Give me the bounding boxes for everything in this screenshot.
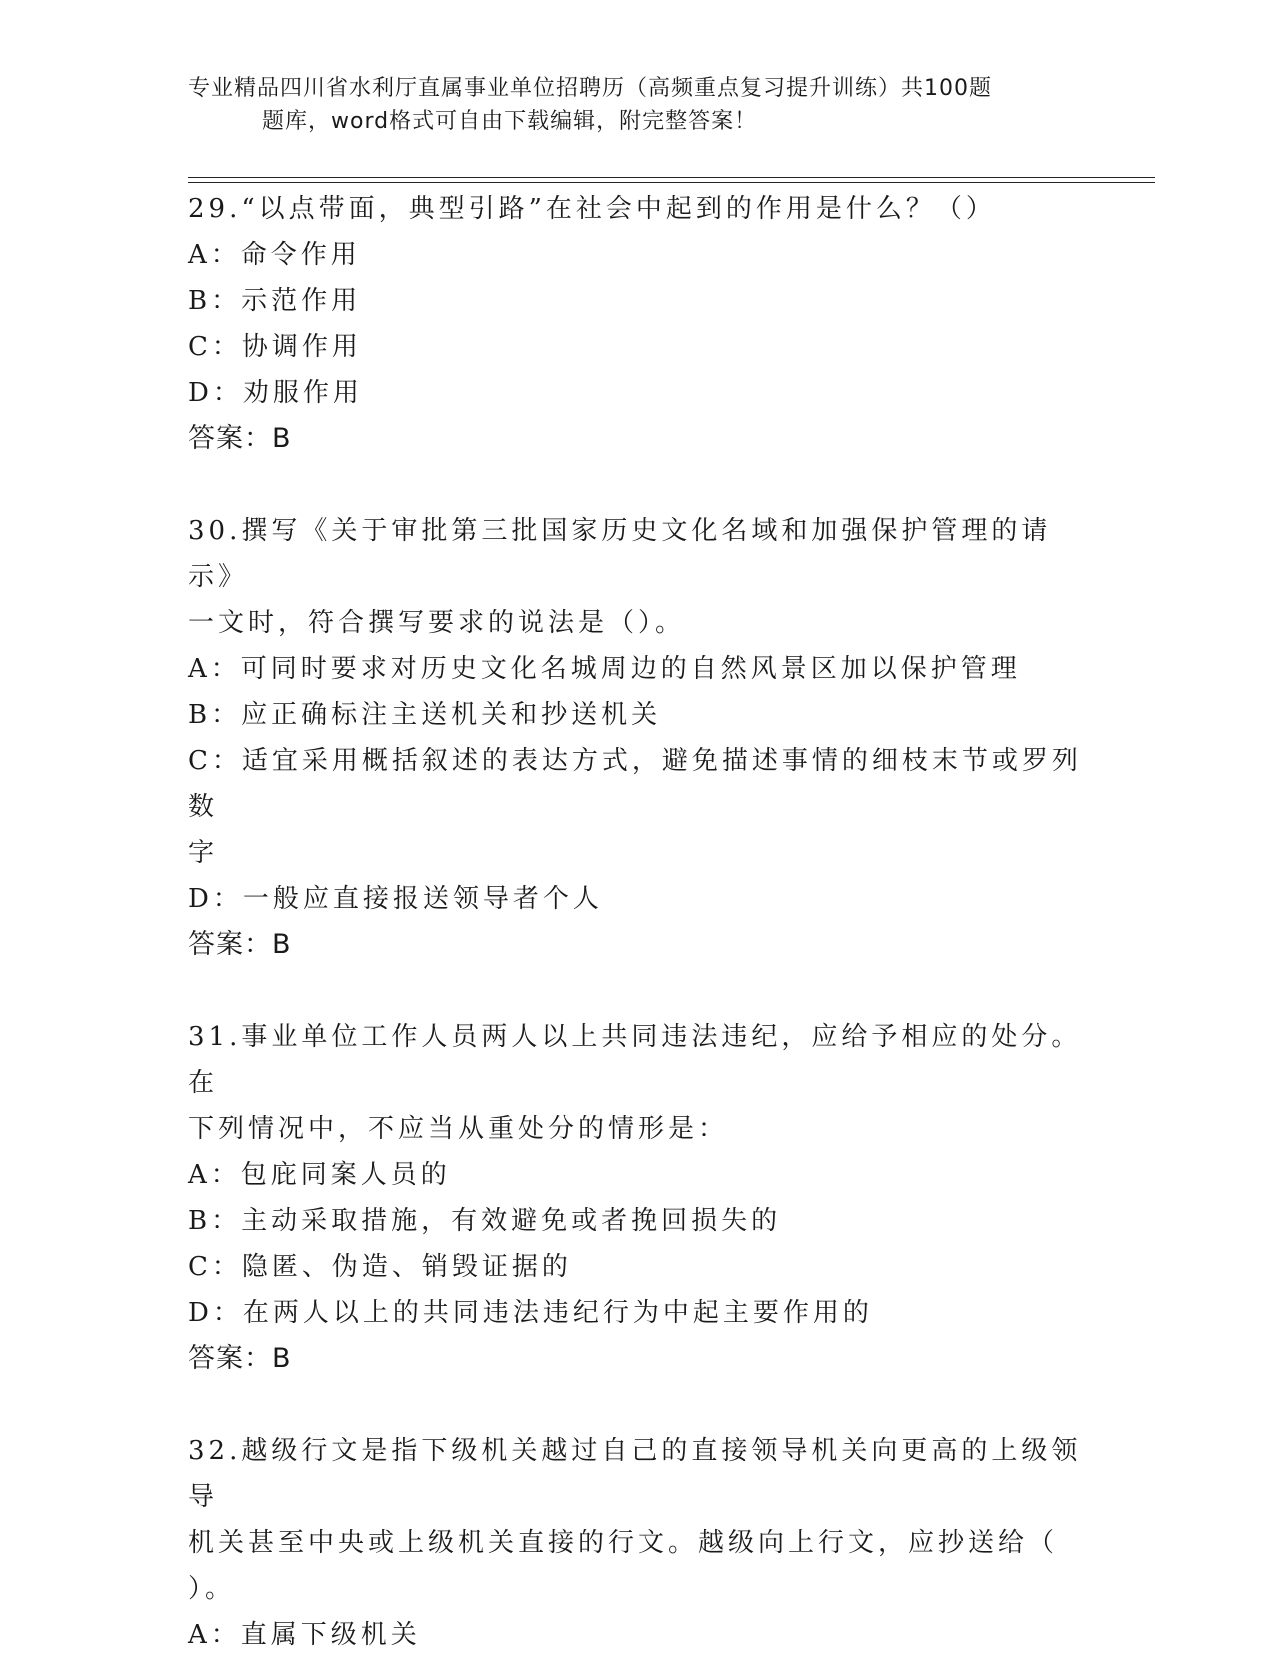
answer-label: 答案： xyxy=(188,929,272,960)
answer-line xyxy=(188,416,1088,462)
answer-label: 答案： xyxy=(188,423,272,454)
answer-line xyxy=(188,922,1088,968)
option-a: A：可同时要求对历史文化名城周边的自然风景区加以保护管理 xyxy=(188,654,1021,684)
question-32 xyxy=(188,1428,1088,1658)
answer-value: B xyxy=(272,423,291,454)
answer-line xyxy=(188,1336,1088,1382)
question-text: 30.撰写《关于审批第三批国家历史文化名域和加强保护管理的请示》 xyxy=(188,516,1052,592)
option-c: C：协调作用 xyxy=(188,332,362,362)
option-c: C：适宜采用概括叙述的表达方式，避免描述事情的细枝末节或罗列数 xyxy=(188,746,1082,822)
header-title-line-2: 题库，word格式可自由下载编辑，附完整答案！ xyxy=(262,109,758,134)
question-text: 31.事业单位工作人员两人以上共同违法违纪，应给予相应的处分。在 xyxy=(188,1022,1082,1098)
option-b: B：主动采取措施，有效避免或者挽回损失的 xyxy=(188,1206,782,1236)
answer-value: B xyxy=(272,1343,291,1374)
option-c: C：隐匿、伪造、销毁证据的 xyxy=(188,1252,572,1282)
answer-value: B xyxy=(272,929,291,960)
header-divider-top xyxy=(188,177,1155,178)
option-d: D：劝服作用 xyxy=(188,378,363,408)
option-a: A：直属下级机关 xyxy=(188,1620,421,1650)
option-b: B：示范作用 xyxy=(188,286,362,316)
question-30 xyxy=(188,508,1088,968)
question-text: 机关甚至中央或上级机关直接的行文。越级向上行文，应抄送给（ xyxy=(188,1528,1059,1558)
question-list xyxy=(188,186,1088,1658)
option-b: B：应正确标注主送机关和抄送机关 xyxy=(188,700,662,730)
option-a: A：命令作用 xyxy=(188,240,361,270)
option-d: D：在两人以上的共同违法违纪行为中起主要作用的 xyxy=(188,1298,873,1328)
question-text: 29.“以点带面，典型引路”在社会中起到的作用是什么？（） xyxy=(188,194,996,224)
header-title-line-1: 专业精品四川省水利厅直属事业单位招聘历（高频重点复习提升训练）共100题 xyxy=(188,76,992,101)
question-text: 32.越级行文是指下级机关越过自己的直接领导机关向更高的上级领导 xyxy=(188,1436,1082,1512)
question-text: 下列情况中，不应当从重处分的情形是： xyxy=(188,1114,729,1144)
question-31 xyxy=(188,1014,1088,1382)
answer-label: 答案： xyxy=(188,1343,272,1374)
question-text: 一文时，符合撰写要求的说法是（）。 xyxy=(188,608,686,638)
document-header xyxy=(188,72,1088,138)
header-divider-bottom xyxy=(188,182,1155,183)
option-d: D：一般应直接报送领导者个人 xyxy=(188,884,603,914)
option-c-continued: 字 xyxy=(188,838,219,868)
option-a: A：包庇同案人员的 xyxy=(188,1160,451,1190)
question-text: ）。 xyxy=(188,1574,236,1604)
question-29 xyxy=(188,186,1088,462)
